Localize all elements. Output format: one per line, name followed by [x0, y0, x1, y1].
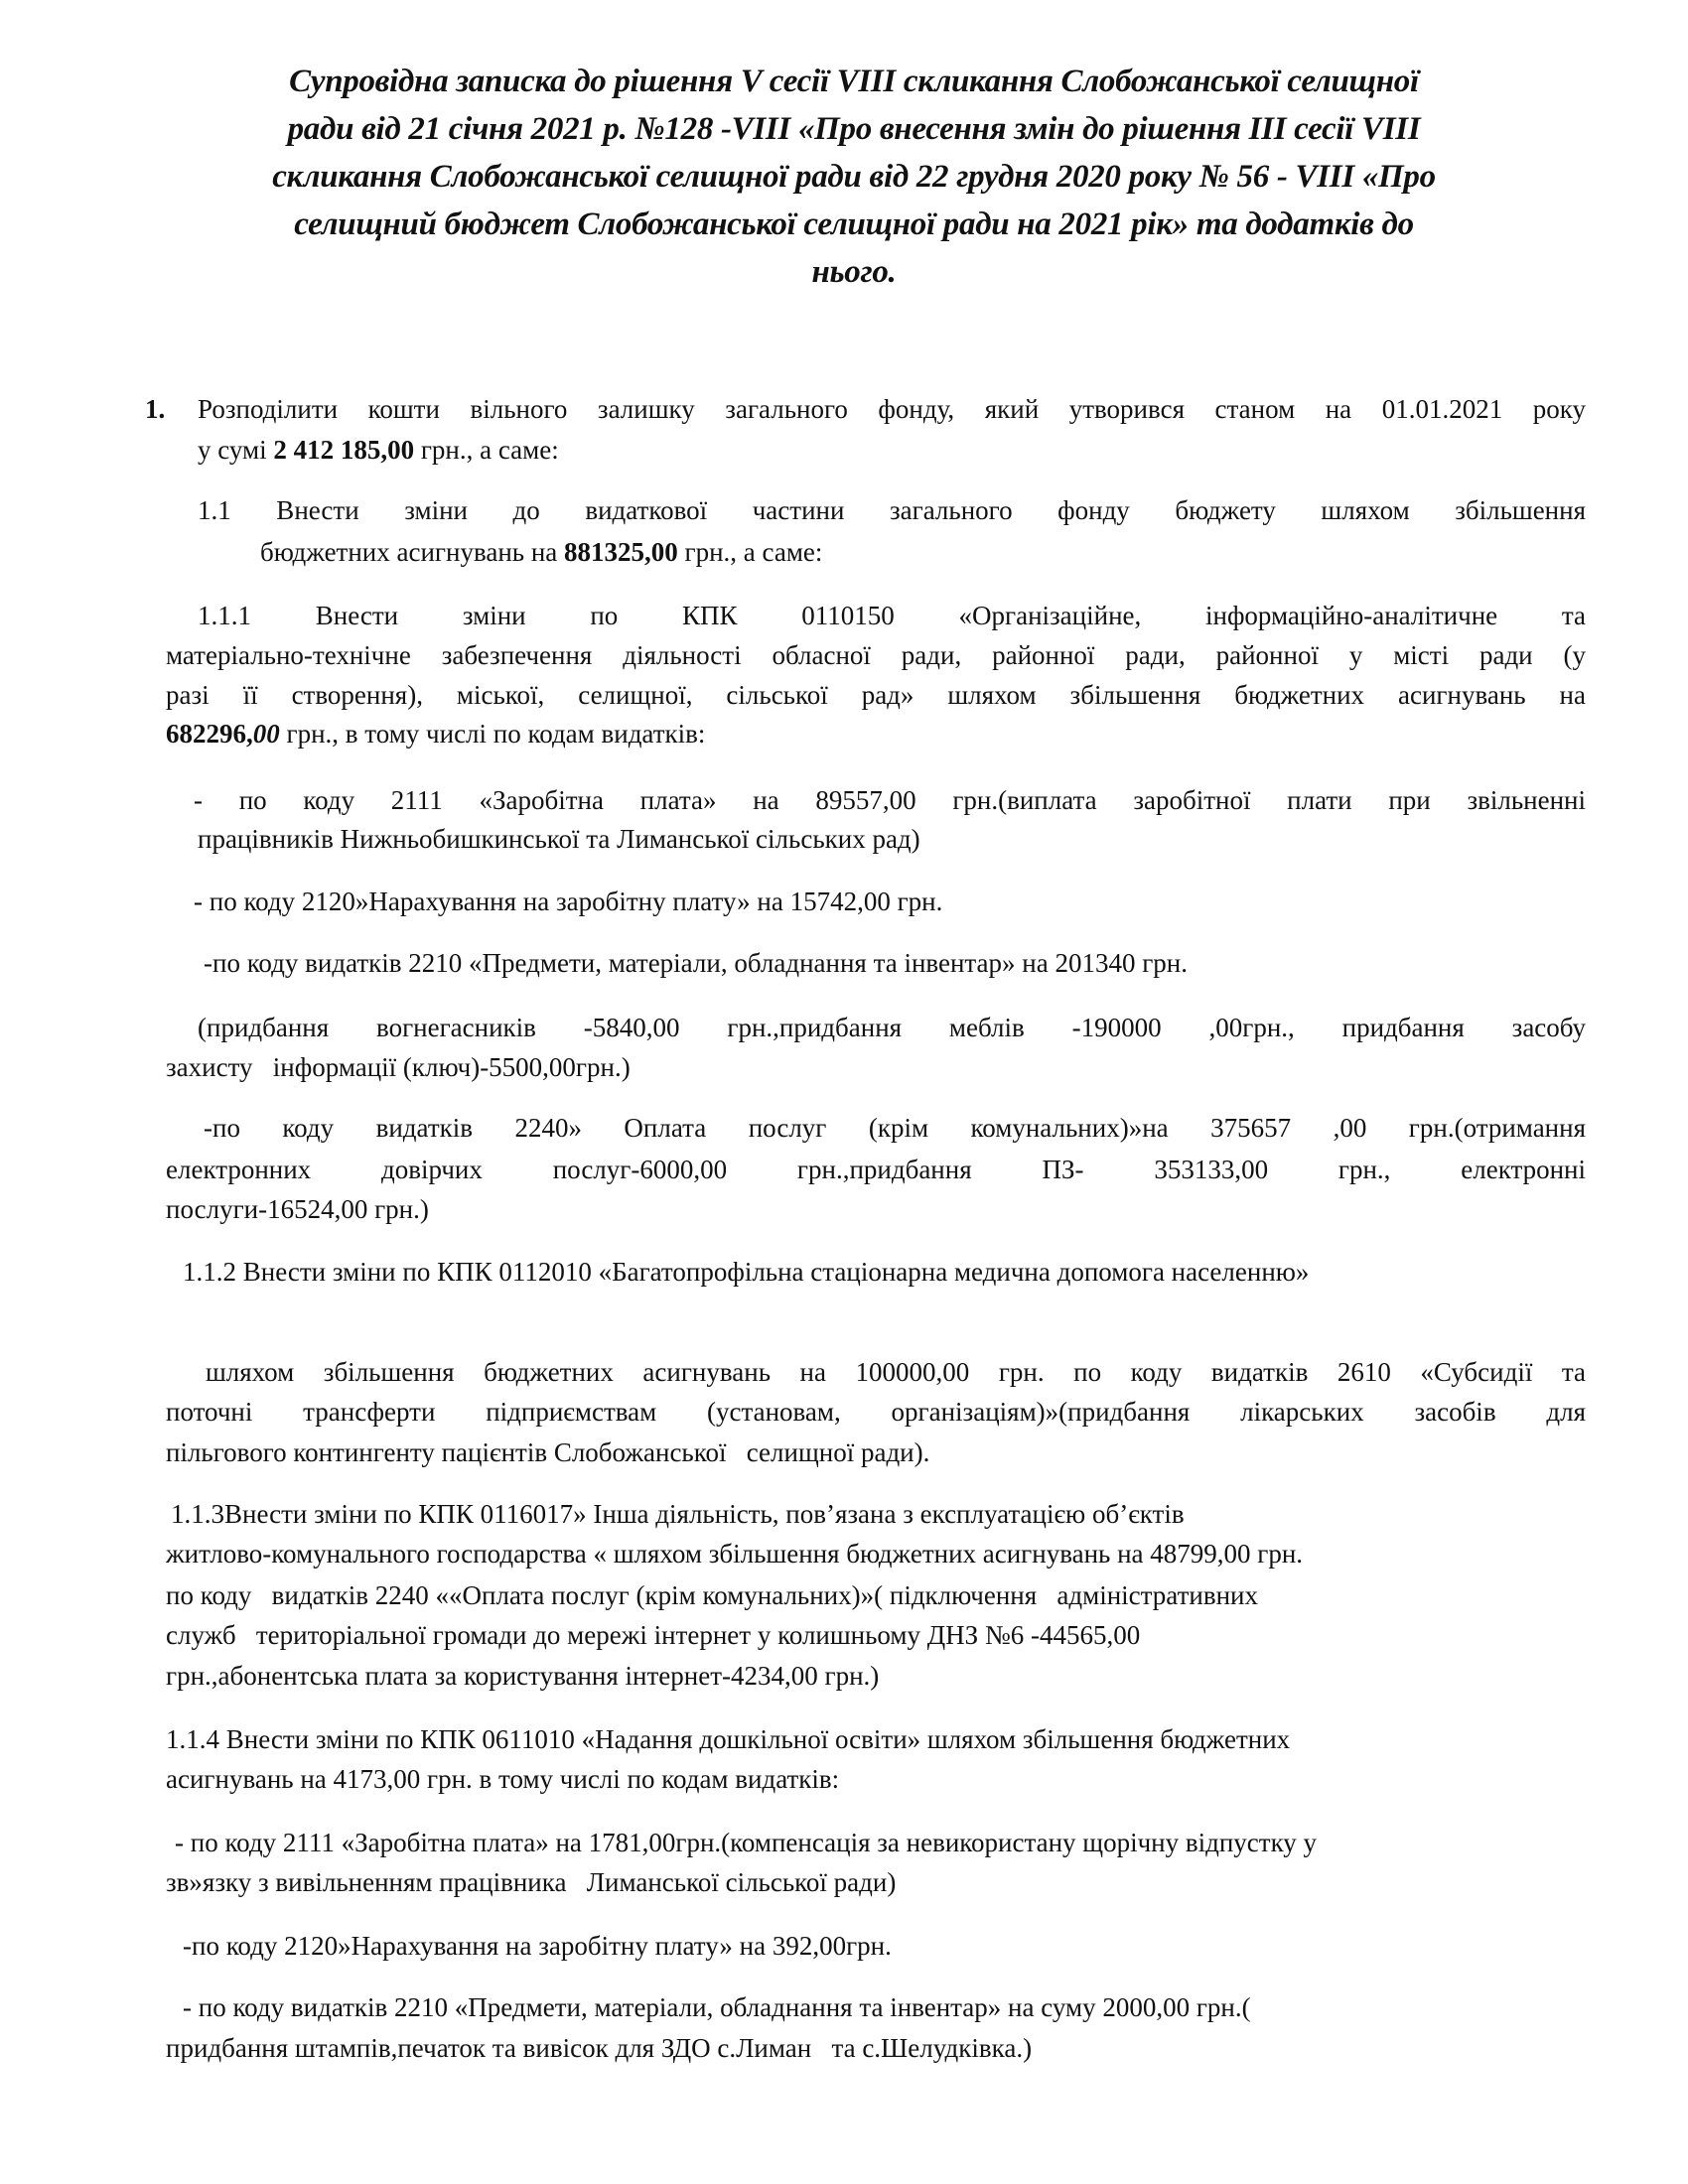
- s1-1-3-line: служб територіальної громади до мережі інтернет у колишньому ДНЗ №6 -44565,00: [166, 1620, 1141, 1650]
- s1-1-4-line1: 1.1.4 Внести зміни по КПК 0611010 «Надання дошкільної освіти» шляхом збільшення бюджетних: [166, 1724, 1291, 1754]
- expense-item-line: - по коду 2120»Нарахування на заробітну плату» на 15742,00 грн.: [194, 887, 943, 916]
- s1-1-2-line2: шляхом збільшення бюджетних асигнувань на 100000,00 грн. по коду видатків 2610 «Субсидії та: [206, 1357, 1586, 1387]
- document-title: [169, 58, 1539, 296]
- expense-item-line: (придбання вогнегасників -5840,00 грн.,придбання меблів -190000 ,00грн., придбання засобу: [198, 1013, 1586, 1042]
- s1-1-3-line: по коду видатків 2240 ««Оплата послуг (крім комунальних)»( підключення адміністративних: [166, 1580, 1258, 1610]
- s1-1-line1: 1.1 Внести зміни до видаткової частини загального фонду бюджету шляхом збільшення: [198, 495, 1586, 525]
- expense-item-line: - по коду 2111 «Заробітна плата» на 89557,00 грн.(виплата заробітної плати при звільненні: [194, 785, 1586, 815]
- expense-item-line: - по коду видатків 2210 «Предмети, матеріали, обладнання та інвентар» на суму 2000,00 грн.(: [183, 1992, 1251, 2022]
- expense-item-line: -по коду 2120»Нарахування на заробітну плату» на 392,00грн.: [183, 1931, 892, 1961]
- section1-line2: у сумі 2 412 185,00 грн., а саме:: [198, 435, 559, 465]
- s1-1-4-line2: асигнувань на 4173,00 грн. в тому числі по кодам видатків:: [166, 1764, 840, 1794]
- s1-1-1-line3: разі її створення), міської, селищної, сільської рад» шляхом збільшення бюджетних асигнувань на: [166, 680, 1586, 710]
- expense-item-line: послуги-16524,00 грн.): [166, 1194, 429, 1224]
- s1-1-3-line: житлово-комунального господарства « шляхом збільшення бюджетних асигнувань на 48799,00 грн.: [166, 1539, 1304, 1569]
- s1-1-1-line4: 682296,00 грн., в тому числі по кодам видатків:: [166, 719, 706, 749]
- s1-1-3-line: грн.,абонентська плата за користування інтернет-4234,00 грн.): [166, 1661, 880, 1691]
- s1-1-1-line1: 1.1.1 Внести зміни по КПК 0110150 «Організаційне, інформаційно-аналітичне та: [198, 601, 1586, 630]
- title-line: ради від 21 січня 2021 р. №128 -VIII «Про внесення змін до рішення III сесії VIII: [287, 111, 1421, 147]
- title-line: селищний бюджет Слобожанської селищної ради на 2021 рік» та додатків до: [294, 206, 1414, 242]
- s1-1-2-line1: 1.1.2 Внести зміни по КПК 0112010 «Багатопрофільна стаціонарна медична допомога населенню»: [183, 1257, 1310, 1287]
- s1-1-2-line3: поточні трансферти підприємствам (установам, організаціям)»(придбання лікарських засобів для: [166, 1397, 1586, 1427]
- s1-1-1-amount: 682296,00: [166, 719, 280, 749]
- title-line: Супровідна записка до рішення V сесії VIII скликання Слобожанської селищної: [289, 64, 1419, 99]
- expense-item-line: захисту інформації (ключ)-5500,00грн.): [166, 1052, 631, 1082]
- expense-item-line: працівників Нижньобишкинської та Лиманської сільських рад): [198, 824, 920, 854]
- title-line: скликання Слобожанської селищної ради від 22 грудня 2020 року № 56 - VIII «Про: [272, 159, 1436, 195]
- s1-1-amount: 881325,00: [564, 537, 678, 567]
- s1-1-line2: бюджетних асигнувань на 881325,00 грн., а саме:: [260, 537, 823, 567]
- section-number: 1.: [145, 394, 166, 424]
- expense-item-line: -по коду видатків 2240» Оплата послуг (крім комунальних)»на 375657 ,00 грн.(отримання: [204, 1113, 1586, 1143]
- s1-1-2-line4: пільгового контингенту пацієнтів Слобожанської селищної ради).: [166, 1437, 930, 1467]
- s1-1-3-line: 1.1.3Внести зміни по КПК 0116017» Інша діяльність, пов’язана з експлуатацією об’єктів: [171, 1499, 1185, 1529]
- s1-1-1-line2: матеріально-технічне забезпечення діяльності обласної ради, районної ради, районної у місті ради (у: [166, 640, 1586, 670]
- expense-item-line: - по коду 2111 «Заробітна плата» на 1781,00грн.(компенсація за невикористану щорічну відпустку у: [175, 1828, 1318, 1857]
- expense-item-line: електронних довірчих послуг-6000,00 грн.,придбання ПЗ- 353133,00 грн., електронні: [166, 1155, 1586, 1184]
- section1-line1: Розподілити кошти вільного залишку загального фонду, який утворився станом на 01.01.2021 року: [198, 394, 1586, 424]
- title-line: нього.: [811, 254, 897, 290]
- expense-item-line: -по коду видатків 2210 «Предмети, матеріали, обладнання та інвентар» на 201340 грн.: [204, 948, 1188, 978]
- expense-item-line: придбання штампів,печаток та вивісок для ЗДО с.Лиман та с.Шелудківка.): [166, 2033, 1033, 2063]
- total-amount: 2 412 185,00: [273, 435, 415, 465]
- expense-item-line: зв»язку з вивільненням працівника Лиманської сільської ради): [166, 1867, 897, 1897]
